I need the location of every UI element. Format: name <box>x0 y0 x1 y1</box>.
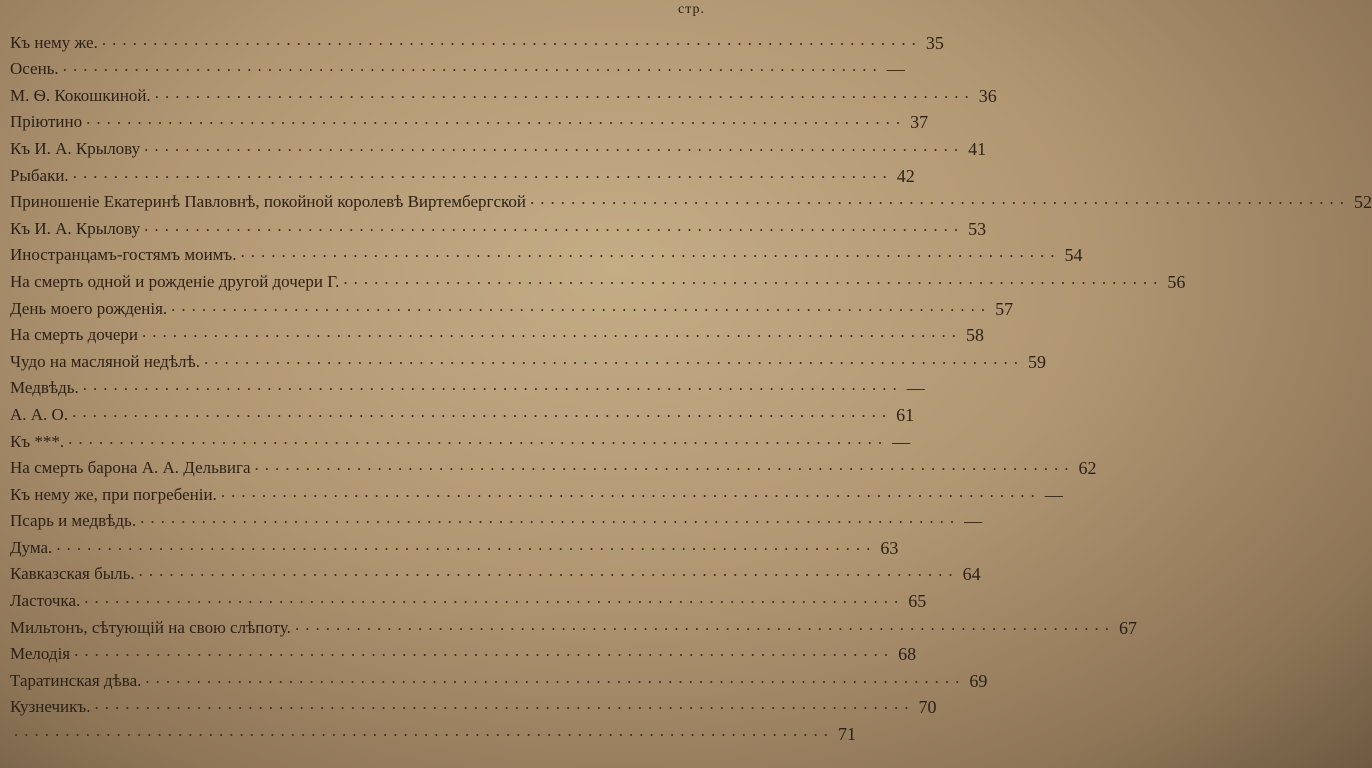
toc-entry <box>10 560 981 587</box>
toc-entry <box>10 81 997 108</box>
dot-leader: ................................................................................ <box>343 268 1164 288</box>
toc-entry-page: 63 <box>880 537 899 558</box>
toc-entry-title: Кавказская быль. <box>10 564 135 584</box>
dot-leader: ................................................................................ <box>74 641 895 661</box>
toc-entry <box>10 374 925 401</box>
toc-entry <box>10 613 1137 640</box>
toc-entry <box>10 586 927 613</box>
toc-entry-page: 57 <box>995 298 1014 319</box>
toc-entry-title: Пріютино <box>10 112 83 132</box>
toc-entry-page: 54 <box>1064 245 1083 266</box>
toc-entry <box>10 214 987 241</box>
toc-entry-page: 52 <box>1354 192 1372 213</box>
dot-leader: ................................................................................ <box>220 481 1041 501</box>
toc-entry-title: Кузнечикъ. <box>10 697 91 717</box>
toc-entry-page: 69 <box>969 670 988 691</box>
toc-entry-title: Къ нему же, при погребеніи. <box>10 484 217 504</box>
dot-leader: ................................................................................ <box>154 82 975 102</box>
toc-entry-title: На смерть дочери <box>10 325 139 345</box>
toc-entry-page: 64 <box>962 564 981 585</box>
toc-entry-title: День моего рожденія. <box>10 298 168 318</box>
dot-leader: ................................................................................ <box>294 614 1115 634</box>
toc-entry <box>10 55 905 82</box>
toc-entry <box>10 427 911 454</box>
toc-entry-title: Къ И. А. Крылову <box>10 218 141 238</box>
toc-entry <box>10 507 983 534</box>
toc-entry-page: 65 <box>908 591 927 612</box>
toc-entry-page: 59 <box>1028 351 1047 372</box>
dot-leader: ................................................................................ <box>56 534 877 554</box>
toc-entry <box>10 454 1097 481</box>
toc-entry <box>10 241 1083 268</box>
dot-leader: ................................................................................ <box>86 109 907 129</box>
toc-entry-page: — <box>892 431 911 452</box>
toc-entry <box>10 533 899 560</box>
toc-entry-page: 41 <box>968 138 987 159</box>
toc-entry-title: Чудо на масляной недѣлѣ. <box>10 351 201 371</box>
dot-leader: ................................................................................ <box>140 508 961 528</box>
toc-entry-title: Къ нему же. <box>10 32 98 52</box>
dot-leader: ................................................................................ <box>240 242 1061 262</box>
toc-entry-title: Псарь и медвѣдь. <box>10 511 137 531</box>
toc-entry-title: Осень. <box>10 59 59 79</box>
toc-entry-title: А. А. О. <box>10 404 69 424</box>
toc-entry-page: 58 <box>966 325 985 346</box>
toc-entry-page: 36 <box>978 85 997 106</box>
toc-entry <box>10 188 1372 215</box>
toc-entry <box>10 294 1014 321</box>
toc-entry <box>10 719 856 746</box>
toc-entry <box>10 321 985 348</box>
toc-entry <box>10 347 1047 374</box>
dot-leader: ................................................................................ <box>204 348 1025 368</box>
toc-entry <box>10 400 915 427</box>
dot-leader: ................................................................................ <box>94 694 915 714</box>
dot-leader: ................................................................................ <box>144 135 965 155</box>
toc-entry-page: — <box>964 511 983 532</box>
dot-leader: ................................................................................ <box>142 322 963 342</box>
toc-entry-page: 71 <box>838 724 856 745</box>
toc-entry <box>10 28 944 55</box>
dot-leader: ................................................................................ <box>101 29 922 49</box>
toc-entry-page: 68 <box>898 644 917 665</box>
dot-leader: ................................................................................ <box>530 189 1351 209</box>
toc-entry-page: 62 <box>1078 458 1097 479</box>
toc-entry-page: 67 <box>1118 617 1137 638</box>
dot-leader: ................................................................................ <box>14 721 834 741</box>
toc-entry-title: Ласточка. <box>10 591 81 611</box>
table-of-contents <box>10 28 1372 746</box>
toc-entry-page: — <box>886 59 905 80</box>
toc-entry-title: Иностранцамъ-гостямъ моимъ. <box>10 245 237 265</box>
page-column-label: стр. <box>677 2 705 17</box>
dot-leader: ................................................................................ <box>138 561 959 581</box>
toc-entry <box>10 480 1063 507</box>
toc-entry-title: На смерть одной и рожденіе другой дочери Г. <box>10 271 340 291</box>
toc-entry <box>10 108 929 135</box>
dot-leader: ................................................................................ <box>72 162 893 182</box>
toc-entry-page: — <box>1044 484 1063 505</box>
dot-leader: ................................................................................ <box>145 667 966 687</box>
toc-entry-title: Рыбаки. <box>10 165 69 185</box>
dot-leader: ................................................................................ <box>144 215 965 235</box>
toc-entry-title: Дума. <box>10 537 53 557</box>
toc-entry-page: 56 <box>1167 271 1186 292</box>
toc-entry <box>10 161 915 188</box>
toc-entry-page: 42 <box>896 165 915 186</box>
toc-entry-title: Къ И. А. Крылову <box>10 138 141 158</box>
dot-leader: ................................................................................ <box>82 375 903 395</box>
toc-entry <box>10 640 917 667</box>
toc-entry <box>10 267 1186 294</box>
dot-leader: ................................................................................ <box>171 295 992 315</box>
toc-entry-page: 53 <box>968 218 987 239</box>
toc-entry-title: Мелодія <box>10 644 71 664</box>
toc-entry-title: Медвѣдь. <box>10 378 79 398</box>
toc-entry <box>10 666 988 693</box>
toc-entry-page: 70 <box>918 697 937 718</box>
dot-leader: ................................................................................ <box>72 401 893 421</box>
dot-leader: ................................................................................ <box>62 56 883 76</box>
toc-entry-title: М. Ѳ. Кокошкиной. <box>10 85 151 105</box>
toc-entry <box>10 693 937 720</box>
dot-leader: ................................................................................ <box>254 455 1075 475</box>
toc-entry-title: На смерть барона А. А. Дельвига <box>10 458 251 478</box>
toc-entry-page: — <box>906 378 925 399</box>
dot-leader: ................................................................................ <box>84 588 905 608</box>
dot-leader: ................................................................................ <box>68 428 889 448</box>
toc-entry-page: 61 <box>896 404 915 425</box>
toc-entry-title: Таратинская дѣва. <box>10 670 142 690</box>
toc-entry-page: 37 <box>910 112 929 133</box>
toc-entry-title: Мильтонъ, сѣтующій на свою слѣпоту. <box>10 617 291 637</box>
toc-entry-page: 35 <box>925 32 944 53</box>
toc-entry-title: Приношеніе Екатеринѣ Павловнѣ, покойной королевѣ Виртембергской <box>10 192 527 212</box>
toc-entry <box>10 134 987 161</box>
toc-entry-title: Къ ***. <box>10 431 65 451</box>
